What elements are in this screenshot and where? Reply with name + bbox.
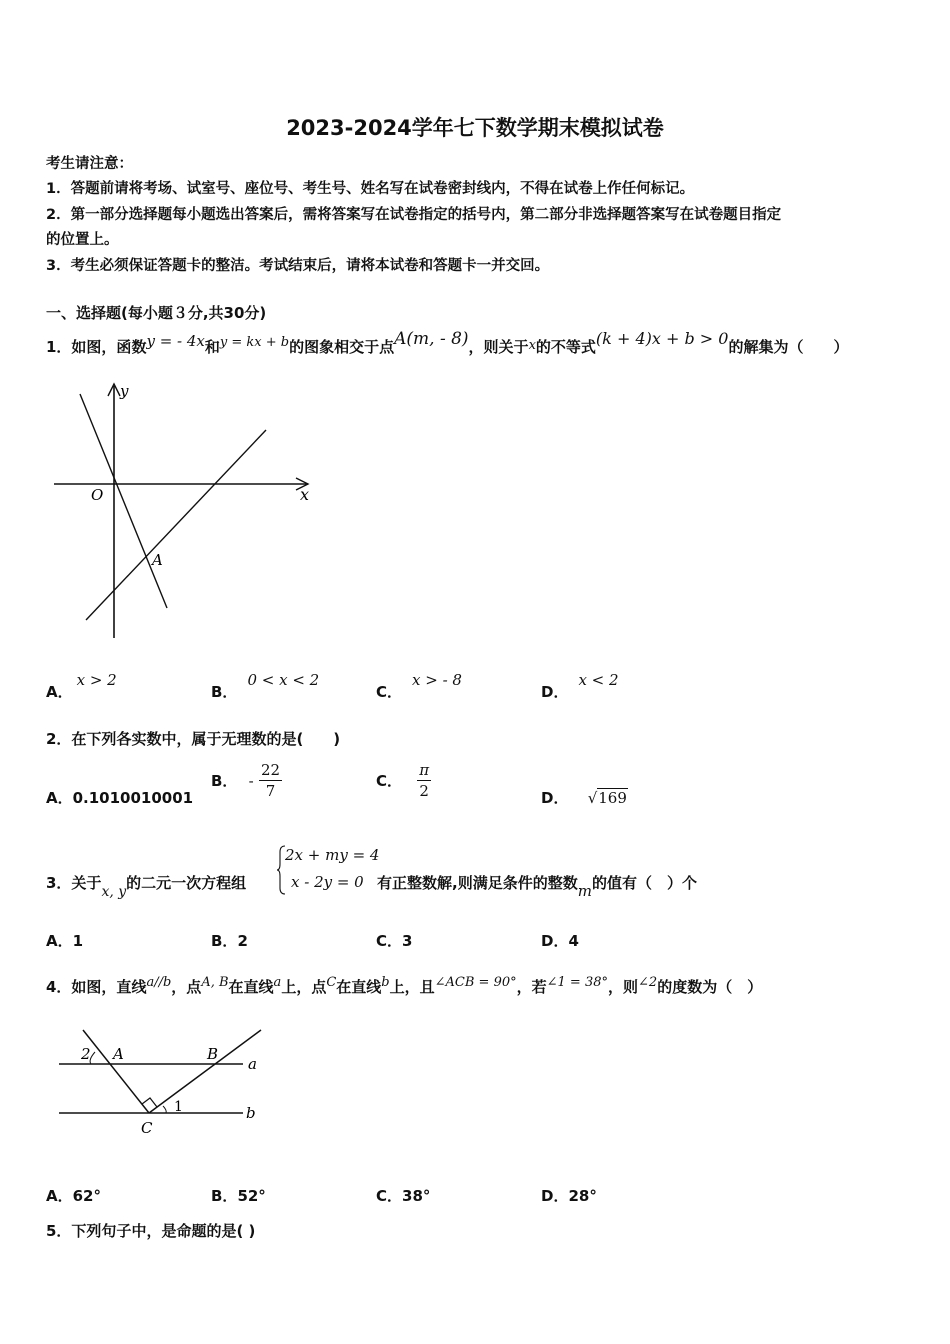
q3-option-b[interactable]: B．2 [211, 932, 248, 950]
q3-equation-system: 2x + my = 4 x - 2y = 0 [277, 844, 377, 896]
q1-eq2: y = kx + b [219, 335, 290, 350]
angle-1-arc [163, 1106, 166, 1113]
y-label: y [120, 382, 129, 400]
svg-text:a: a [248, 1055, 257, 1073]
sqrt-169: √169 [587, 789, 627, 807]
fraction-22-7: $\frac{22}{7}$ [260, 761, 281, 800]
page-title: 2023-2024学年七下数学期末模拟试卷 [286, 116, 664, 140]
q2-option-c[interactable]: C． $\frac{\pi}{2}$ [376, 761, 430, 800]
segment-cb [149, 1030, 261, 1113]
q4-option-a[interactable]: A．62° [46, 1187, 101, 1205]
q1-option-d[interactable]: D．x < 2 [541, 671, 619, 701]
question-3: 3．关于x, y的二元一次方程组 [46, 874, 247, 900]
notice-item-2: 2．第一部分选择题每小题选出答案后，需将答案写在试卷指定的括号内，第二部分非选择题答案写在试卷题目指定 [46, 207, 782, 223]
q4-figure [55, 1024, 270, 1140]
fraction-pi-2: $\frac{\pi}{2}$ [419, 761, 430, 800]
svg-text:1: 1 [174, 1099, 183, 1115]
q3-option-a[interactable]: A．1 [46, 932, 84, 950]
svg-text:A: A [113, 1045, 124, 1063]
radical-sign-icon: √ [587, 789, 598, 807]
right-angle-mark [142, 1098, 157, 1107]
angle-2-arc [90, 1052, 95, 1064]
point-a-label: A [152, 551, 163, 569]
q1-graph [50, 380, 320, 642]
svg-text:C: C [141, 1119, 153, 1137]
q1-option-a[interactable]: A．x > 2 [46, 671, 117, 701]
svg-text:B: B [207, 1045, 219, 1063]
q2-option-b[interactable]: B． - $\frac{22}{7}$ [211, 761, 281, 800]
notice-item-1: 1．答题前请将考场、试室号、座位号、考生号、姓名写在试卷密封线内，不得在试卷上作任何标记。 [46, 181, 695, 197]
notice-item-3: 3．考生必须保证答题卡的整洁。考试结束后，请将本试卷和答题卡一并交回。 [46, 258, 550, 274]
q2-option-d[interactable]: D． √169 [541, 789, 627, 807]
question-2: 2．在下列各实数中，属于无理数的是( ) [46, 730, 341, 748]
question-1: 1．如图，函数y = - 4x和y = kx + b的图象相交于点A(m, - 8)，则关于x的不等式(k + 4)x + b > 0的解集为（ ） [46, 329, 849, 356]
q3-option-c[interactable]: C．3 [376, 932, 413, 950]
svg-text:2: 2 [81, 1045, 91, 1063]
section-heading: 一、选择题(每小题３分,共30分) [46, 304, 267, 322]
q4-option-d[interactable]: D．28° [541, 1187, 597, 1205]
q1-option-b[interactable]: B．0 < x < 2 [211, 671, 320, 701]
q1-inequality: (k + 4)x + b > 0 [595, 329, 729, 348]
segment-ac [83, 1030, 149, 1113]
q2-option-a[interactable]: A．0.1010010001 [46, 789, 194, 807]
svg-text:b: b [246, 1104, 256, 1122]
notice-heading: 考生请注意： [46, 156, 133, 172]
q1-eq1: y = - 4x [146, 332, 205, 350]
q3-option-d[interactable]: D．4 [541, 932, 579, 950]
q4-option-b[interactable]: B．52° [211, 1187, 266, 1205]
question-4: 4．如图，直线a//b，点A, B在直线a上，点C在直线b上，且∠ACB = 90°，若∠1 = 38°，则∠2的度数为（ ） [46, 975, 763, 996]
origin-label: O [91, 486, 104, 504]
x-label: x [300, 485, 310, 504]
q1-point: A(m, - 8) [394, 329, 469, 349]
notice-item-2-cont: 的位置上。 [46, 232, 119, 248]
q1-option-c[interactable]: C．x > - 8 [376, 671, 462, 701]
question-3-tail: 有正整数解,则满足条件的整数m的值有（ ）个 [377, 874, 697, 900]
line-kx-b [86, 430, 266, 620]
q4-option-c[interactable]: C．38° [376, 1187, 431, 1205]
question-5: 5．下列句子中，是命题的是( ) [46, 1222, 256, 1240]
